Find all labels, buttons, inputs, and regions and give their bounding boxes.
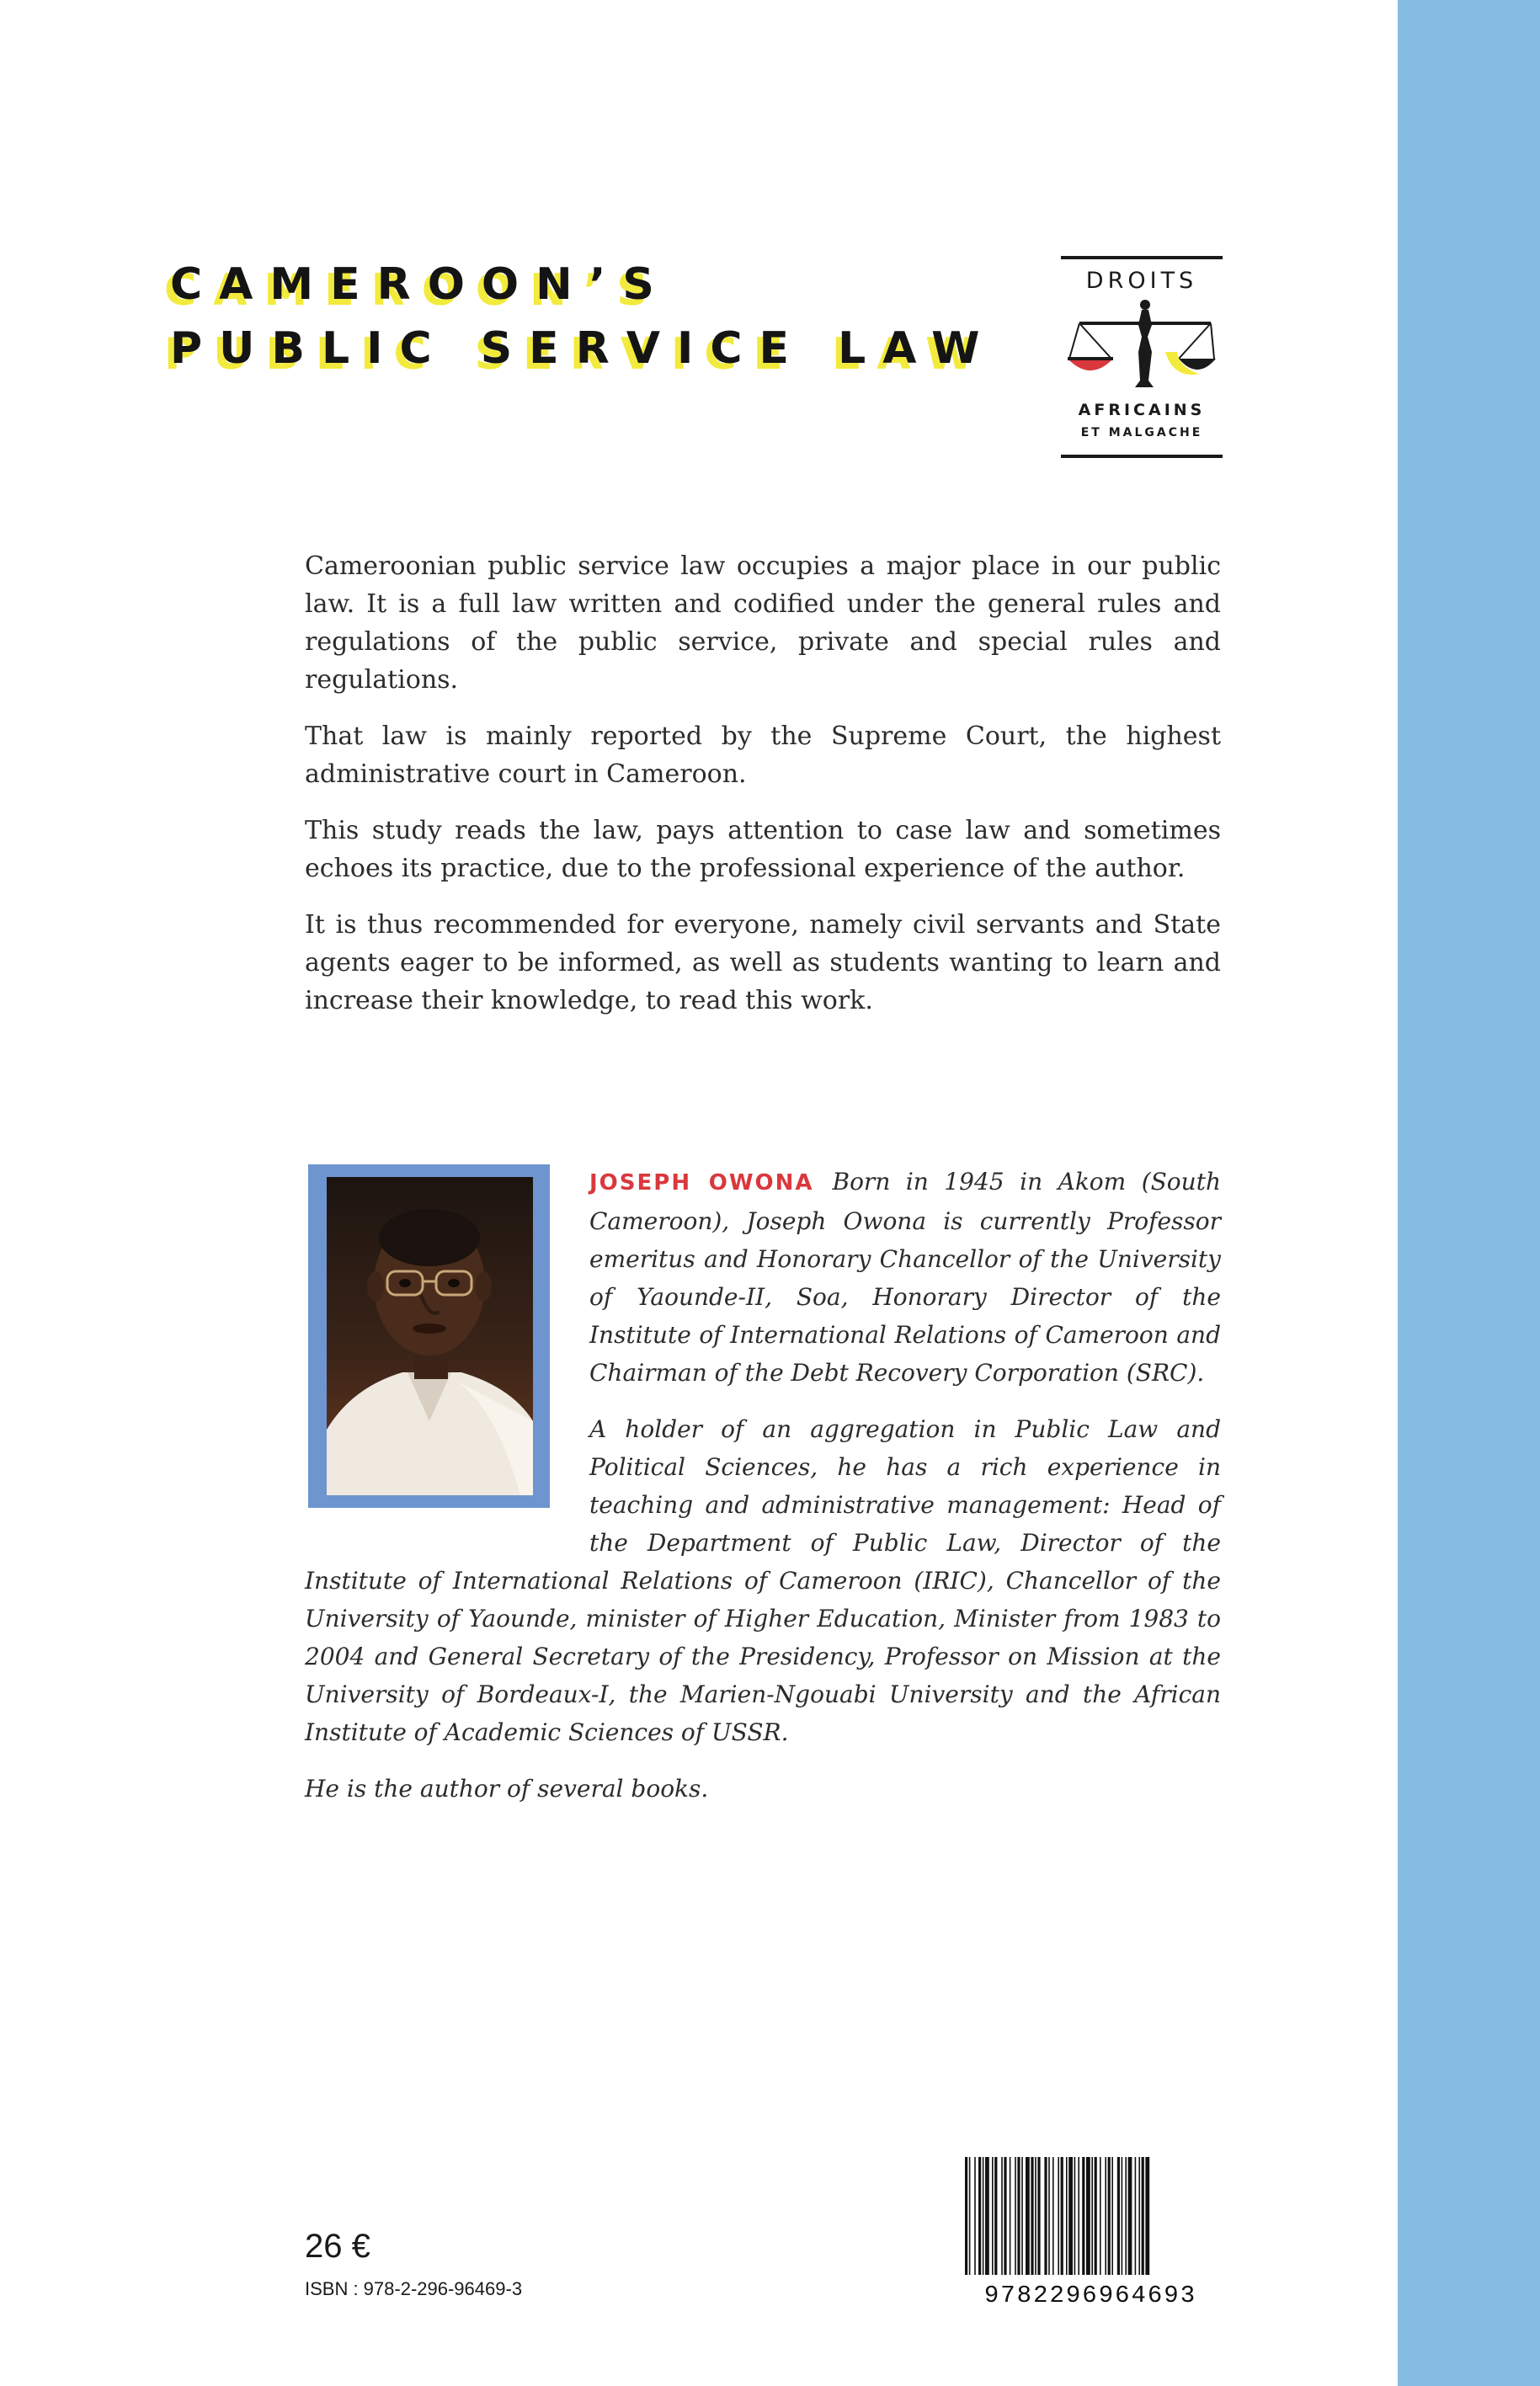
barcode-bar [1138, 2157, 1140, 2275]
barcode-bar [1108, 2157, 1111, 2275]
logo-word-droits: DROITS [1085, 268, 1198, 294]
title-line-1: CAMEROON’S [170, 259, 671, 310]
author-bio-text-1: Born in 1945 in Akom (South Cameroon), Joseph Owona is currently Professor emeritus and Honorary Chancellor of the University of Yaounde-II, Soa, Honorary Director of the Institute of International Relations of Cameroon and Chairman of the Debt Recovery Corporation (SRC). [589, 1168, 1221, 1387]
barcode-bar [1037, 2157, 1040, 2275]
barcode-bar [1117, 2157, 1120, 2275]
book-title [170, 253, 997, 381]
back-cover-blurb [305, 547, 1221, 1038]
barcode-bar [1026, 2157, 1030, 2275]
author-biography [305, 1163, 1221, 1826]
barcode-bar [1122, 2157, 1123, 2275]
barcode-bar [1066, 2157, 1068, 2275]
barcode-bar [1145, 2157, 1149, 2275]
barcode-bar [1125, 2157, 1127, 2275]
scales-of-justice-icon [1061, 300, 1223, 401]
barcode-bar [969, 2157, 971, 2275]
barcode-bar [1091, 2157, 1093, 2275]
barcode-bar [1031, 2157, 1033, 2275]
price: 26 € [305, 2228, 370, 2265]
barcode-bar [1135, 2157, 1137, 2275]
blurb-paragraph: Cameroonian public service law occupies a major place in our public law. It is a full law written and codified under the general rules and regulations of the public service, private and special rules and regulations. [305, 551, 1221, 695]
barcode-bar [978, 2157, 981, 2275]
barcode-bar [974, 2157, 976, 2275]
author-name: JOSEPH OWONA [589, 1170, 814, 1196]
barcode-bar [1035, 2157, 1036, 2275]
blurb-paragraph: This study reads the law, pays attention to case law and sometimes echoes its practice, due to the professional experience of the author. [305, 816, 1221, 883]
logo-word-et-malgache: ET MALGACHE [1080, 426, 1203, 439]
isbn-barcode [962, 2157, 1219, 2307]
barcode-bar [1095, 2157, 1097, 2275]
barcode-bar [1078, 2157, 1079, 2275]
barcode-bar [965, 2157, 967, 2275]
blurb-paragraph: It is thus recommended for everyone, namely civil servants and State agents eager to be informed, as well as students wanting to learn and increase their knowledge, to read this work. [305, 910, 1221, 1015]
barcode-bar [1061, 2157, 1063, 2275]
barcode-bar [1001, 2157, 1003, 2275]
barcode-bars [965, 2157, 1149, 2275]
barcode-digits: 9782296964693 [983, 2282, 1197, 2307]
logo-bottom-rule [1061, 455, 1223, 458]
barcode-bar [1111, 2157, 1113, 2275]
barcode-bar [1044, 2157, 1047, 2275]
barcode-bar [1142, 2157, 1144, 2275]
barcode-bar [1015, 2157, 1016, 2275]
barcode-bar [1052, 2157, 1054, 2275]
barcode-bar [1068, 2157, 1073, 2275]
barcode-bar [1021, 2157, 1023, 2275]
barcode-bar [1017, 2157, 1020, 2275]
logo-top-rule [1061, 256, 1223, 259]
barcode-bar [1074, 2157, 1076, 2275]
barcode-bar [1048, 2157, 1050, 2275]
droits-africains-logo [1061, 256, 1223, 461]
barcode-bar [983, 2157, 984, 2275]
barcode-bar [1058, 2157, 1059, 2275]
book-spine-band [1398, 0, 1540, 2386]
blurb-paragraph: That law is mainly reported by the Supreme Court, the highest administrative court in Cameroon. [305, 722, 1221, 789]
barcode-bar [1128, 2157, 1132, 2275]
barcode-bar [992, 2157, 994, 2275]
barcode-bar [1100, 2157, 1101, 2275]
author-bio-paragraph-3: He is the author of several books. [305, 1775, 709, 1803]
isbn: ISBN : 978-2-296-96469-3 [305, 2278, 523, 2299]
barcode-bar [1105, 2157, 1106, 2275]
logo-word-africains: AFRICAINS [1078, 401, 1206, 419]
title-line-2: PUBLIC SERVICE LAW [170, 323, 997, 374]
photo-wrap-space [305, 1163, 589, 1533]
barcode-bar [994, 2157, 997, 2275]
barcode-bar [1082, 2157, 1084, 2275]
author-bio-paragraph-2: A holder of an aggregation in Public Law and Political Sciences, he has a rich experience in teaching and administrative management: Head of the Department of Public Law, Director of the Institute of International Relations of Cameroon (IRIC), Chancellor of the University of Yaounde, minister of Higher Education, Minister from 1983 to 2004 and General Secretary of the Presidency, Professor on Mission at the University of Bordeaux-I, the Marien-Ngouabi University and the African Institute of Academic Sciences of USSR. [305, 1415, 1221, 1746]
barcode-bar [1086, 2157, 1090, 2275]
barcode-bar [1010, 2157, 1011, 2275]
barcode-bar [985, 2157, 989, 2275]
barcode-bar [1004, 2157, 1006, 2275]
